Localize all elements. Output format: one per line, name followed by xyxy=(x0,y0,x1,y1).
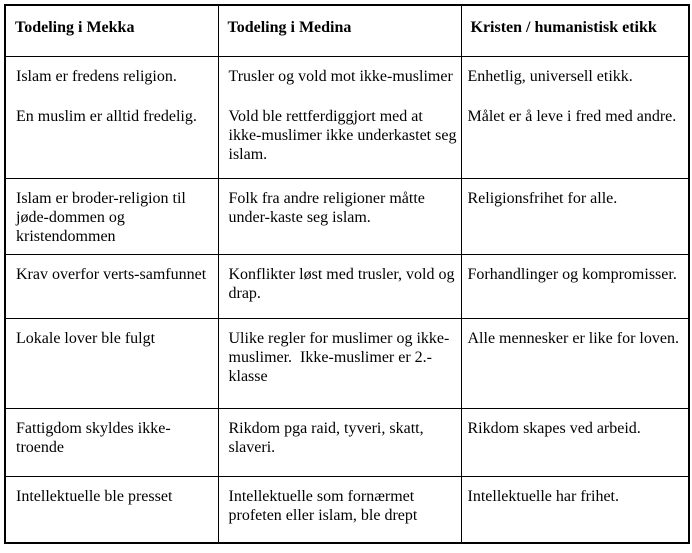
cell-paragraph: Lokale lover ble fulgt xyxy=(16,329,156,347)
table-row xyxy=(5,318,689,408)
cell-paragraph: Folk fra andre religioner måtte under-kaste seg islam. xyxy=(228,189,429,226)
cell-paragraph: Fattigdom skyldes ikke-troende xyxy=(16,419,171,456)
cell-paragraph: Krav overfor verts-samfunnet xyxy=(16,265,207,283)
column-header-mekka: Todeling i Mekka xyxy=(5,5,218,56)
column-header-kristen-humanistisk: Kristen / humanistisk etikk xyxy=(461,5,689,56)
cell-paragraph: Islam er fredens religion. xyxy=(16,67,177,85)
table-row xyxy=(5,476,689,543)
table-cell xyxy=(5,408,218,476)
cell-paragraph: Rikdom skapes ved arbeid. xyxy=(467,419,641,437)
table-cell xyxy=(218,178,461,254)
cell-paragraph: Intellektuelle ble presset xyxy=(16,487,173,505)
table-cell xyxy=(5,476,218,543)
table-cell xyxy=(5,56,218,178)
table-cell xyxy=(461,318,689,408)
table-cell xyxy=(218,318,461,408)
cell-paragraph: Enhetlig, universell etikk. xyxy=(467,67,633,85)
table-cell xyxy=(5,254,218,318)
table-cell xyxy=(218,56,461,178)
cell-paragraph: Målet er å leve i fred med andre. xyxy=(467,107,677,125)
cell-paragraph: Intellektuelle har frihet. xyxy=(467,487,619,505)
cell-paragraph: Konflikter løst med trusler, vold og drap. xyxy=(228,265,459,302)
table-row xyxy=(5,56,689,178)
table-cell xyxy=(461,408,689,476)
cell-paragraph: Trusler og vold mot ikke-muslimer xyxy=(228,67,453,85)
cell-paragraph: Religionsfrihet for alle. xyxy=(467,189,618,207)
table-cell xyxy=(5,178,218,254)
table-cell xyxy=(461,476,689,543)
cell-paragraph: Alle mennesker er like for loven. xyxy=(467,329,679,347)
table-cell xyxy=(218,408,461,476)
cell-paragraph: Intellektuelle som fornærmet profeten eller islam, ble drept xyxy=(228,487,419,524)
cell-paragraph: En muslim er alltid fredelig. xyxy=(16,107,197,125)
table-row xyxy=(5,408,689,476)
table-cell xyxy=(461,178,689,254)
table-cell xyxy=(461,56,689,178)
table-cell xyxy=(218,254,461,318)
cell-paragraph: Islam er broder-religion til jøde-dommen og kristendommen xyxy=(16,189,190,245)
cell-paragraph: Forhandlinger og kompromisser. xyxy=(467,265,677,283)
cell-paragraph: Vold ble rettferdiggjort med at ikke-muslimer ikke underkastet seg islam. xyxy=(228,107,461,163)
table-cell xyxy=(5,318,218,408)
column-header-medina: Todeling i Medina xyxy=(218,5,461,56)
table-row xyxy=(5,254,689,318)
table-cell xyxy=(218,476,461,543)
table-cell xyxy=(461,254,689,318)
cell-paragraph: Rikdom pga raid, tyveri, skatt, slaveri. xyxy=(228,419,428,456)
header-row xyxy=(5,5,689,56)
comparison-table xyxy=(4,4,690,544)
table-row xyxy=(5,178,689,254)
cell-paragraph: Ulike regler for muslimer og ikke-muslimer. Ikke-muslimer er 2.-klasse xyxy=(228,329,450,385)
